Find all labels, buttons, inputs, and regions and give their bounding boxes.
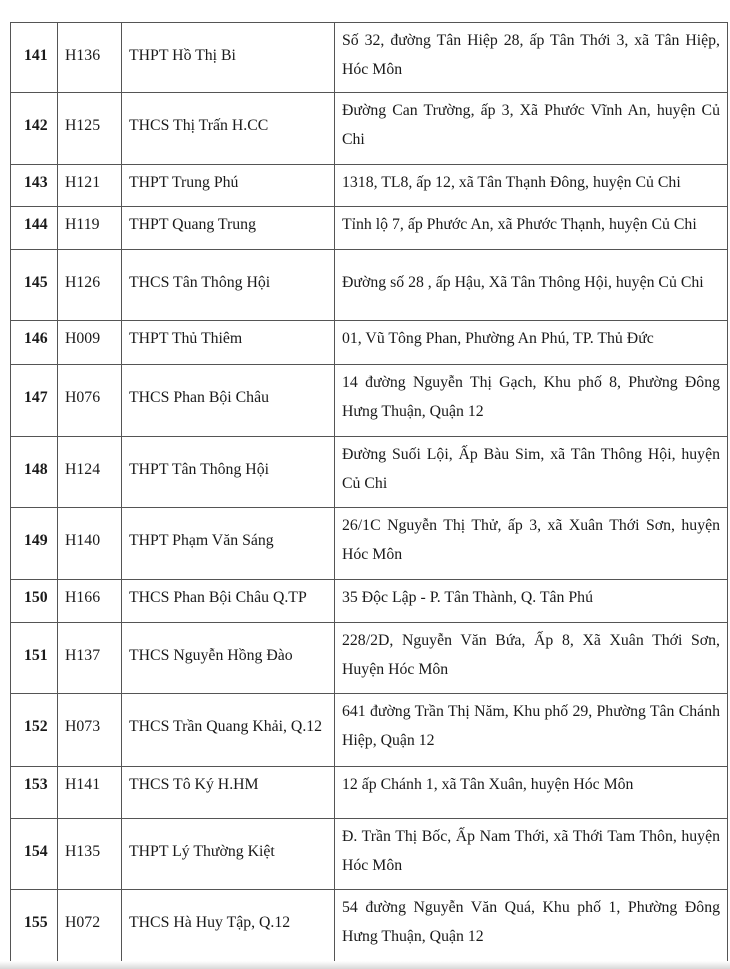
school-code: H121 — [65, 174, 101, 191]
school-code-cell — [58, 508, 122, 580]
table-row — [11, 165, 728, 207]
school-code-cell — [58, 623, 122, 694]
school-name-cell — [122, 767, 335, 819]
school-code-cell — [58, 580, 122, 623]
table-row — [11, 623, 728, 694]
table-row — [11, 890, 728, 963]
school-name-cell — [122, 437, 335, 508]
school-address: 641 đường Trần Thị Năm, Khu phố 29, Phường Tân Chánh Hiệp, Quận 12 — [342, 703, 720, 749]
row-number: 149 — [24, 531, 48, 549]
row-number-cell — [11, 437, 58, 508]
school-name: THPT Lý Thường Kiệt — [129, 842, 275, 860]
school-address-cell — [335, 250, 728, 321]
school-code-cell — [58, 819, 122, 890]
school-name: THPT Tân Thông Hội — [129, 460, 269, 478]
school-code: H009 — [65, 330, 101, 347]
school-code-cell — [58, 23, 122, 93]
page-bottom-shadow — [0, 961, 730, 969]
school-name-cell — [122, 93, 335, 165]
row-number: 142 — [24, 116, 48, 134]
school-name: THCS Tân Thông Hội — [129, 273, 271, 291]
school-code: H124 — [65, 460, 101, 478]
school-code: H119 — [65, 216, 100, 233]
school-address-cell — [335, 890, 728, 963]
school-code: H072 — [65, 913, 101, 931]
school-name: THCS Phan Bội Châu Q.TP — [129, 589, 307, 606]
row-number: 151 — [24, 646, 48, 664]
school-name: THPT Thủ Thiêm — [129, 330, 243, 347]
table-row — [11, 767, 728, 819]
school-name-cell — [122, 623, 335, 694]
table-row — [11, 437, 728, 508]
school-address-cell — [335, 165, 728, 207]
table-row — [11, 580, 728, 623]
school-name: THPT Phạm Văn Sáng — [129, 531, 274, 549]
school-code: H073 — [65, 717, 101, 735]
school-code: H125 — [65, 116, 101, 134]
table-row — [11, 694, 728, 767]
school-code-cell — [58, 365, 122, 437]
school-code-cell — [58, 437, 122, 508]
table-row — [11, 250, 728, 321]
row-number: 147 — [24, 388, 48, 406]
school-code: H076 — [65, 388, 101, 406]
school-address: Đường Suối Lội, Ấp Bàu Sim, xã Tân Thông Hội, huyện Củ Chi — [342, 446, 720, 492]
table-row — [11, 321, 728, 365]
school-address: Tỉnh lộ 7, ấp Phước An, xã Phước Thạnh, huyện Củ Chi — [342, 216, 697, 233]
school-address-cell — [335, 437, 728, 508]
row-number-cell — [11, 93, 58, 165]
school-name: THCS Trần Quang Khải, Q.12 — [129, 717, 323, 735]
school-code: H137 — [65, 646, 101, 664]
school-name-cell — [122, 694, 335, 767]
row-number: 152 — [24, 717, 48, 735]
school-address-cell — [335, 767, 728, 819]
school-address: 14 đường Nguyễn Thị Gạch, Khu phố 8, Phường Đông Hưng Thuận, Quận 12 — [342, 374, 720, 420]
table-row — [11, 207, 728, 250]
row-number-cell — [11, 365, 58, 437]
school-address: 01, Vũ Tông Phan, Phường An Phú, TP. Thủ Đức — [342, 330, 654, 347]
row-number-cell — [11, 250, 58, 321]
row-number-cell — [11, 890, 58, 963]
row-number-cell — [11, 508, 58, 580]
school-name-cell — [122, 250, 335, 321]
school-address: 12 ấp Chánh 1, xã Tân Xuân, huyện Hóc Môn — [342, 776, 634, 793]
school-address-cell — [335, 93, 728, 165]
table-row — [11, 365, 728, 437]
school-address-cell — [335, 508, 728, 580]
row-number: 145 — [24, 273, 48, 291]
school-code: H135 — [65, 842, 101, 860]
school-address: 1318, TL8, ấp 12, xã Tân Thạnh Đông, huyện Củ Chi — [342, 174, 681, 191]
school-name-cell — [122, 890, 335, 963]
school-address-cell — [335, 321, 728, 365]
school-code: H141 — [65, 776, 101, 793]
row-number: 154 — [24, 842, 48, 860]
school-name-cell — [122, 580, 335, 623]
school-address: Đường số 28 , ấp Hậu, Xã Tân Thông Hội, huyện Củ Chi — [342, 273, 704, 291]
school-address-cell — [335, 580, 728, 623]
row-number: 146 — [24, 330, 48, 347]
school-name-cell — [122, 819, 335, 890]
school-name: THPT Hồ Thị Bi — [129, 46, 236, 64]
school-address-cell — [335, 207, 728, 250]
school-address-cell — [335, 694, 728, 767]
school-address-cell — [335, 365, 728, 437]
row-number: 155 — [24, 913, 48, 931]
school-address: 54 đường Nguyễn Văn Quá, Khu phố 1, Phường Đông Hưng Thuận, Quận 12 — [342, 899, 720, 945]
row-number-cell — [11, 207, 58, 250]
school-code-cell — [58, 93, 122, 165]
table-row — [11, 23, 728, 93]
school-address: Số 32, đường Tân Hiệp 28, ấp Tân Thới 3, xã Tân Hiệp, Hóc Môn — [342, 32, 720, 78]
table-row — [11, 508, 728, 580]
row-number-cell — [11, 767, 58, 819]
school-name-cell — [122, 23, 335, 93]
school-table — [10, 22, 728, 963]
table-row — [11, 93, 728, 165]
school-name-cell — [122, 321, 335, 365]
row-number-cell — [11, 694, 58, 767]
school-code-cell — [58, 321, 122, 365]
school-address: 228/2D, Nguyễn Văn Bứa, Ấp 8, Xã Xuân Thới Sơn, Huyện Hóc Môn — [342, 632, 720, 678]
school-name: THPT Trung Phú — [129, 174, 239, 191]
school-name: THPT Quang Trung — [129, 216, 256, 233]
school-code: H166 — [65, 589, 101, 606]
row-number-cell — [11, 819, 58, 890]
school-address: Đ. Trần Thị Bốc, Ấp Nam Thới, xã Thới Tam Thôn, huyện Hóc Môn — [342, 828, 720, 874]
school-code: H136 — [65, 46, 101, 64]
row-number: 144 — [24, 216, 48, 233]
row-number: 150 — [24, 589, 48, 606]
row-number-cell — [11, 623, 58, 694]
school-name-cell — [122, 165, 335, 207]
row-number: 141 — [24, 46, 48, 64]
school-code-cell — [58, 165, 122, 207]
school-name: THCS Hà Huy Tập, Q.12 — [129, 913, 291, 931]
table-row — [11, 819, 728, 890]
school-address-cell — [335, 819, 728, 890]
school-code: H126 — [65, 273, 101, 291]
school-name: THCS Phan Bội Châu — [129, 388, 269, 406]
school-name-cell — [122, 207, 335, 250]
row-number: 148 — [24, 460, 48, 478]
school-code-cell — [58, 890, 122, 963]
school-code-cell — [58, 767, 122, 819]
row-number: 143 — [24, 174, 48, 191]
school-address-cell — [335, 623, 728, 694]
school-name: THCS Nguyễn Hồng Đào — [129, 646, 293, 664]
school-name-cell — [122, 365, 335, 437]
school-address-cell — [335, 23, 728, 93]
row-number: 153 — [24, 776, 48, 793]
school-name-cell — [122, 508, 335, 580]
school-name: THCS Thị Trấn H.CC — [129, 116, 269, 134]
row-number-cell — [11, 23, 58, 93]
school-code-cell — [58, 207, 122, 250]
school-address: 35 Độc Lập - P. Tân Thành, Q. Tân Phú — [342, 589, 593, 606]
school-code-cell — [58, 250, 122, 321]
school-name: THCS Tô Ký H.HM — [129, 776, 259, 793]
school-address: 26/1C Nguyễn Thị Thử, ấp 3, xã Xuân Thới Sơn, huyện Hóc Môn — [342, 517, 720, 563]
row-number-cell — [11, 580, 58, 623]
school-code: H140 — [65, 531, 101, 549]
school-code-cell — [58, 694, 122, 767]
row-number-cell — [11, 165, 58, 207]
row-number-cell — [11, 321, 58, 365]
school-address: Đường Can Trường, ấp 3, Xã Phước Vĩnh An, huyện Củ Chi — [342, 102, 720, 148]
